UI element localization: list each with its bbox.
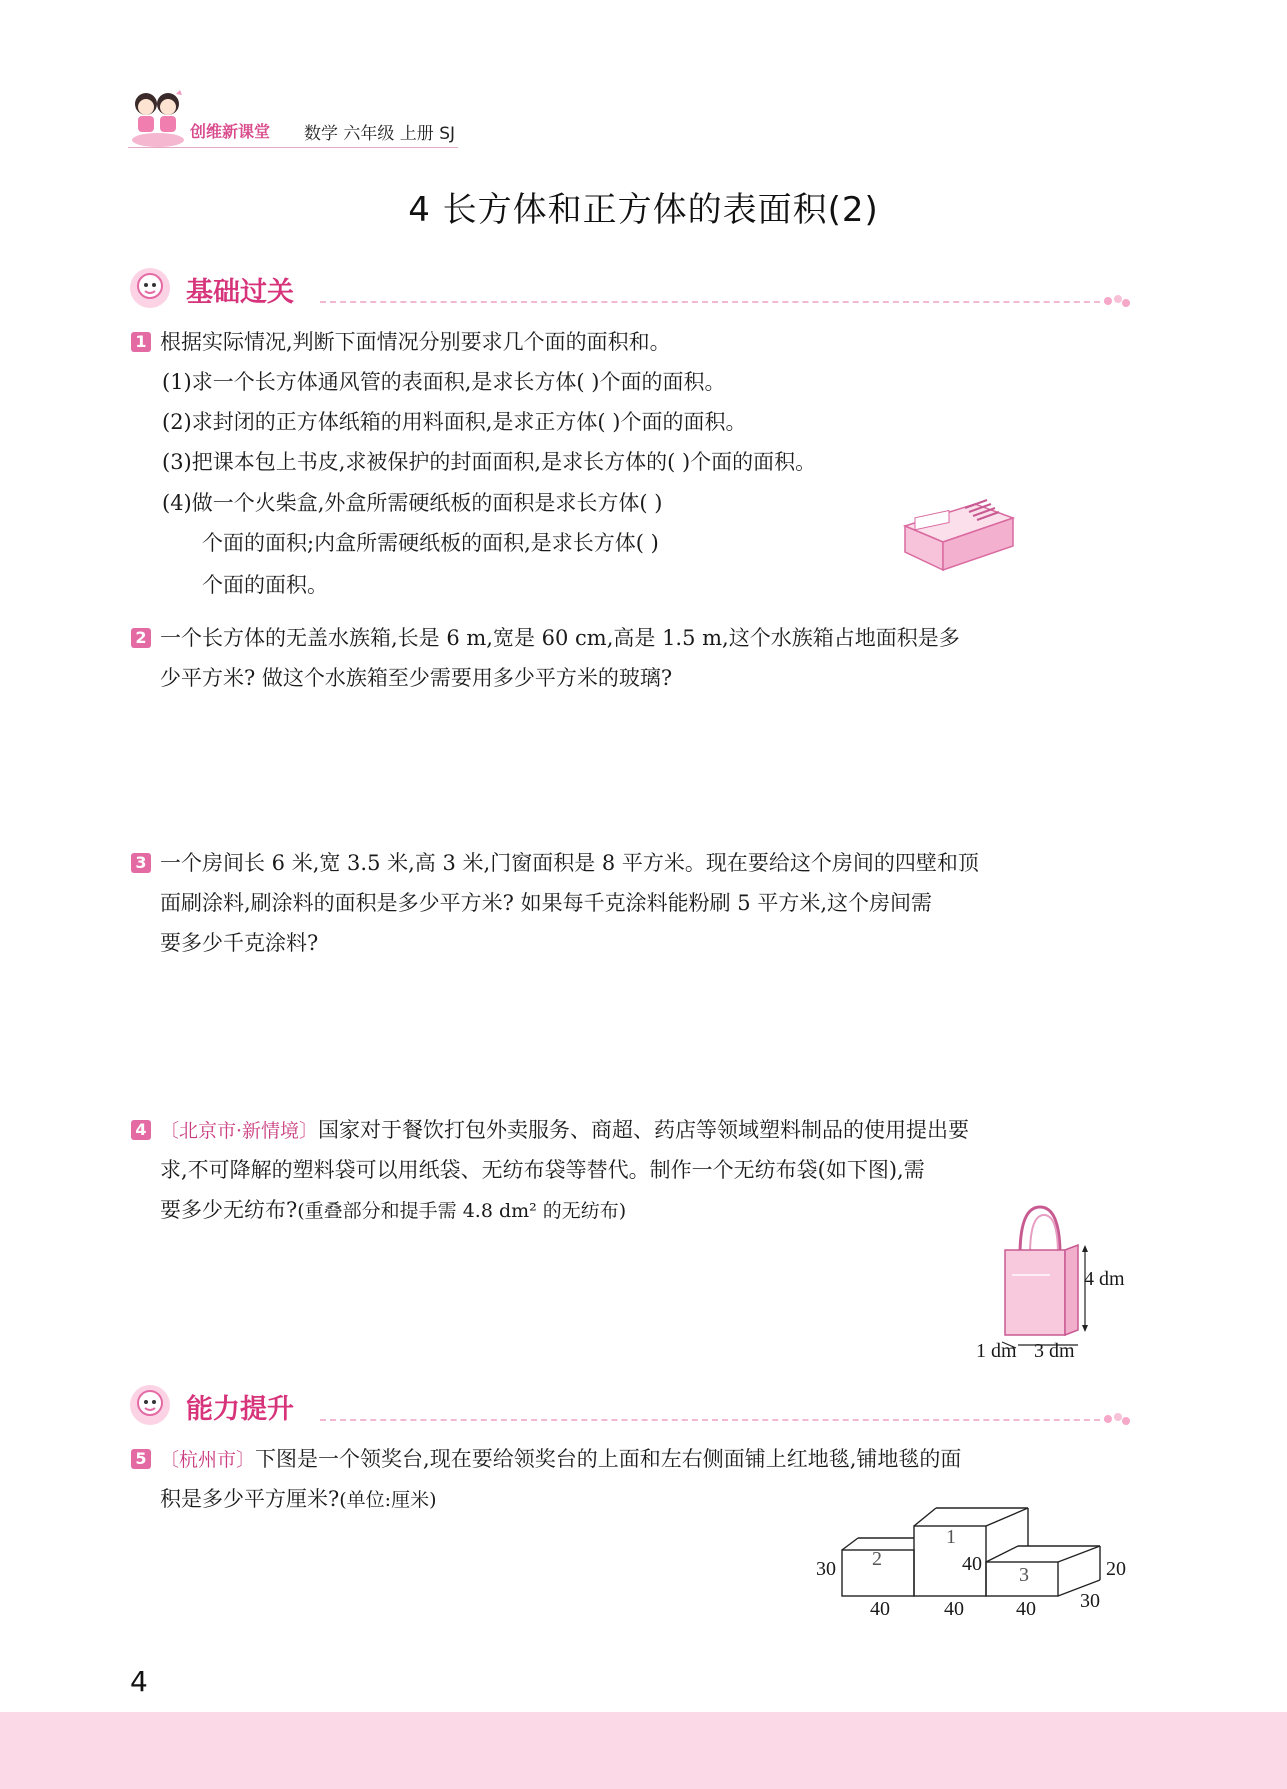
- q1-item-4-cont: 个面的面积;内盒所需硬纸板的面积,是求长方体( ): [202, 531, 659, 555]
- dots-decoration-icon: [1102, 1411, 1132, 1427]
- q4-region-tag: 〔北京市·新情境〕: [160, 1120, 319, 1142]
- q4-line-1-text: 国家对于餐饮打包外卖服务、商超、药店等领域塑料制品的使用提出要: [318, 1118, 970, 1142]
- q1-item-4: (4)做一个火柴盒,外盒所需硬纸板的面积是求长方体( ): [162, 491, 663, 515]
- podium-right-width: 40: [1016, 1598, 1036, 1620]
- q1-item-3: (3)把课本包上书皮,求被保护的封面面积,是求长方体的( )个面的面积。: [162, 450, 817, 474]
- page-number: 4: [130, 1665, 148, 1698]
- question-number-4: 4: [131, 1120, 151, 1140]
- matchbox-illustration: [895, 486, 1020, 578]
- dots-decoration-icon: [1102, 293, 1132, 309]
- podium-place-1: 1: [946, 1526, 956, 1548]
- podium-mid-width: 40: [944, 1598, 964, 1620]
- question-number-2: 2: [131, 628, 151, 648]
- section-basic-icon: [128, 266, 176, 310]
- kids-mascot-icon: [128, 88, 188, 150]
- q1-item-2: (2)求封闭的正方体纸箱的用料面积,是求正方体( )个面的面积。: [162, 410, 747, 434]
- q5-unit-note: (单位:厘米): [339, 1489, 437, 1511]
- bag-length-label: 3 dm: [1034, 1340, 1075, 1362]
- q3-line-1: 一个房间长 6 米,宽 3.5 米,高 3 米,门窗面积是 8 平方米。现在要给这个房间的四壁和顶: [160, 851, 979, 875]
- podium-right-height: 20: [1106, 1558, 1126, 1580]
- q4-note: (重叠部分和提手需 4.8 dm² 的无纺布): [297, 1200, 627, 1222]
- podium-place-2: 2: [872, 1548, 882, 1570]
- subject-info: 数学 六年级 上册 SJ: [304, 124, 456, 144]
- q1-item-4-end: 个面的面积。: [202, 573, 328, 597]
- page-title: 4 长方体和正方体的表面积(2): [408, 190, 879, 230]
- q2-line-1: 一个长方体的无盖水族箱,长是 6 m,宽是 60 cm,高是 1.5 m,这个水族箱占地面积是多: [160, 626, 960, 650]
- q4-line-2: 求,不可降解的塑料袋可以用纸袋、无纺布袋等替代。制作一个无纺布袋(如下图),需: [160, 1158, 925, 1182]
- section-title-basic: 基础过关: [186, 277, 294, 308]
- q5-line-1-text: 下图是一个领奖台,现在要给领奖台的上面和左右侧面铺上红地毯,铺地毯的面: [255, 1447, 962, 1471]
- q2-line-2: 少平方米? 做这个水族箱至少需要用多少平方米的玻璃?: [160, 666, 673, 690]
- q4-line-3: [160, 1195, 626, 1226]
- section-divider-advanced: [320, 1419, 1110, 1421]
- q4-line-1: [160, 1115, 969, 1146]
- q5-region-tag: 〔杭州市〕: [160, 1449, 256, 1471]
- q5-line-2: [160, 1484, 437, 1515]
- bag-height-label: 4 dm: [1084, 1268, 1125, 1290]
- bag-width-label: 1 dm: [976, 1340, 1017, 1362]
- q1-stem: 根据实际情况,判断下面情况分别要求几个面的面积和。: [160, 330, 671, 354]
- question-number-5: 5: [131, 1449, 151, 1469]
- question-number-3: 3: [131, 853, 151, 873]
- header-divider: [128, 147, 458, 148]
- podium-left-width: 40: [870, 1598, 890, 1620]
- section-title-advanced: 能力提升: [186, 1394, 294, 1425]
- q3-line-3: 要多少千克涂料?: [160, 931, 319, 955]
- podium-depth: 30: [1080, 1590, 1100, 1612]
- header-mascot: [128, 88, 188, 150]
- section-divider-basic: [320, 301, 1110, 303]
- q5-line-2-text: 积是多少平方厘米?: [160, 1487, 340, 1511]
- footer-band: [0, 1712, 1287, 1789]
- q1-item-1: (1)求一个长方体通风管的表面积,是求长方体( )个面的面积。: [162, 370, 726, 394]
- brand-name: 创维新课堂: [190, 122, 271, 141]
- podium-place-3: 3: [1019, 1564, 1029, 1586]
- section-advanced-icon: [128, 1383, 176, 1427]
- q5-line-1: [160, 1444, 961, 1475]
- q4-line-3-text: 要多少无纺布?: [160, 1198, 298, 1222]
- question-number-1: 1: [131, 332, 151, 352]
- podium-mid-height: 40: [962, 1553, 982, 1575]
- q3-line-2: 面刷涂料,刷涂料的面积是多少平方米? 如果每千克涂料能粉刷 5 平方米,这个房间需: [160, 891, 932, 915]
- podium-left-height: 30: [816, 1558, 836, 1580]
